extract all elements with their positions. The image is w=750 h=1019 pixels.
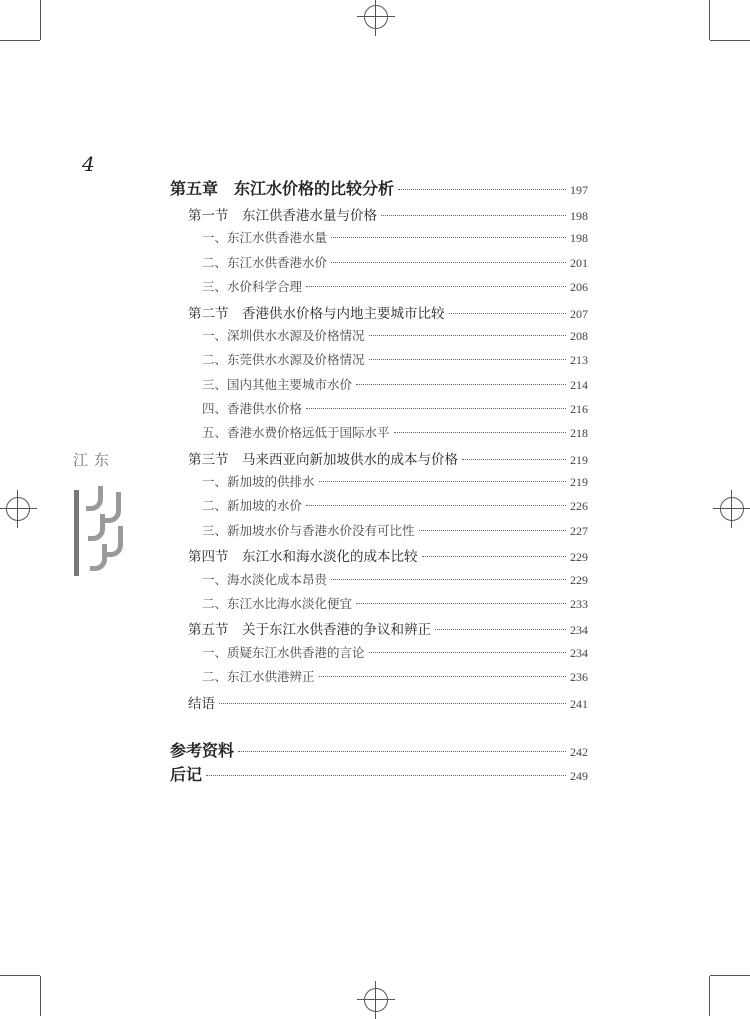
toc-leader-dots [419,530,566,531]
crop-mark [0,975,40,976]
toc-page-number: 233 [570,597,588,611]
toc-page-number: 234 [570,646,588,660]
toc-entry-label: 二、东江水供港辨正 [202,669,315,684]
toc-entry-label: 第二节 香港供水价格与内地主要城市比较 [188,306,445,322]
toc-leader-dots [369,335,566,336]
toc-leader-dots [331,262,566,263]
toc-entry-label: 一、深圳供水水源及价格情况 [202,328,365,343]
toc-entry-label: 一、质疑东江水供香港的言论 [202,645,365,660]
toc-entry-label: 一、海水淡化成本昂贵 [202,572,328,587]
toc-page-number: 214 [570,378,588,392]
toc-leader-dots [369,652,566,653]
toc-page-number: 229 [570,573,588,587]
toc-page-number: 201 [570,256,588,270]
toc-leader-dots [435,629,566,630]
toc-entry-label: 第五章 东江水价格的比较分析 [170,179,395,198]
registration-mark [364,5,388,29]
toc-leader-dots [394,432,566,433]
toc-entry [170,667,588,685]
toc-entry [170,594,588,612]
toc-leader-dots [219,703,566,704]
side-title: 东江 [71,452,110,468]
toc-page-number: 219 [570,453,588,467]
toc-entry-label: 二、东莞供水水源及价格情况 [202,352,365,367]
toc-entry-label: 二、东江水比海水淡化便宜 [202,596,353,611]
toc-entry-label: 第一节 东江供香港水量与价格 [188,208,377,224]
toc-page-number: 198 [570,231,588,245]
page-marker: 4 [82,152,95,176]
toc-entry-label: 第五节 关于东江水供香港的争议和辨正 [188,622,431,638]
toc-entry-label: 后记 [170,765,203,784]
toc-entry [170,204,588,224]
toc-entry-label: 五、香港水费价格远低于国际水平 [202,425,390,440]
toc-entry [170,302,588,322]
wave-ornament [106,526,123,557]
toc-leader-dots [319,676,566,677]
toc-entry [170,545,588,565]
toc-page-number: 206 [570,280,588,294]
toc-page-number: 227 [570,524,588,538]
toc-entry [170,521,588,539]
toc-entry-label: 一、东江水供香港水量 [202,230,328,245]
crop-mark [710,975,750,976]
toc-entry [170,570,588,588]
toc-entry-label: 三、新加坡水价与香港水价没有可比性 [202,523,415,538]
toc-entry [170,375,588,393]
toc-entry-label: 三、水价科学合理 [202,279,303,294]
wave-ornament [86,486,103,511]
toc-leader-dots [306,408,566,409]
toc-entry [170,762,588,785]
toc-page-number: 198 [570,209,588,223]
toc-leader-dots [319,481,566,482]
toc-leader-dots [206,775,566,776]
toc-entry [170,618,588,638]
toc-entry [170,228,588,246]
toc-page-number: 229 [570,550,588,564]
toc-entry-label: 一、新加坡的供排水 [202,474,315,489]
toc-page-number: 242 [570,745,588,759]
toc-entry-label: 结语 [188,696,215,712]
toc-page-number: 241 [570,697,588,711]
toc-entry-label: 参考资料 [170,741,235,760]
toc-entry [170,350,588,368]
toc-entry-label: 四、香港供水价格 [202,401,303,416]
toc-leader-dots [449,313,567,314]
toc-entry [170,423,588,441]
toc-entry-label: 二、新加坡的水价 [202,498,303,513]
toc-leader-dots [422,556,567,557]
toc-page-number: 219 [570,475,588,489]
toc-leader-dots [331,579,566,580]
toc-leader-dots [238,751,566,752]
wave-ornament [104,492,121,523]
side-bar [74,490,79,576]
toc-page-number: 207 [570,307,588,321]
toc-leader-dots [381,215,566,216]
toc-page-number: 216 [570,402,588,416]
toc-entry [170,472,588,490]
toc-leader-dots [356,603,566,604]
toc-entry-label: 第四节 东江水和海水淡化的成本比较 [188,549,418,565]
toc-entry [170,326,588,344]
toc-entry [170,253,588,271]
toc-entry [170,496,588,514]
toc-page-number: 234 [570,623,588,637]
toc-entry [170,399,588,417]
wave-ornament [90,544,107,571]
toc-leader-dots [306,505,566,506]
wave-ornament [88,514,105,541]
toc-entry [170,176,588,199]
crop-mark [709,0,710,40]
toc-page-number: 236 [570,670,588,684]
toc-leader-dots [462,459,566,460]
toc-entry-label: 二、东江水供香港水价 [202,255,328,270]
toc-entry [170,277,588,295]
toc-leader-dots [356,384,566,385]
toc-page-number: 197 [570,183,588,197]
toc-entry [170,643,588,661]
toc-page-number: 208 [570,329,588,343]
toc-page-number: 213 [570,353,588,367]
toc-page-number: 218 [570,426,588,440]
crop-mark [40,0,41,40]
toc-leader-dots [306,286,566,287]
toc-entry-label: 第三节 马来西亚向新加坡供水的成本与价格 [188,452,458,468]
registration-mark [364,988,388,1012]
toc-leader-dots [369,359,566,360]
toc-entry [170,692,588,712]
toc-page-number: 249 [570,769,588,783]
toc-leader-dots [331,237,566,238]
crop-mark [0,40,40,41]
toc-entry [170,448,588,468]
crop-mark [709,976,710,1016]
crop-mark [40,976,41,1016]
registration-mark [6,497,30,521]
registration-mark [720,497,744,521]
toc-entry-label: 三、国内其他主要城市水价 [202,377,353,392]
toc-entry [170,738,588,761]
toc-leader-dots [398,189,566,190]
toc-page-number: 226 [570,499,588,513]
crop-mark [710,40,750,41]
